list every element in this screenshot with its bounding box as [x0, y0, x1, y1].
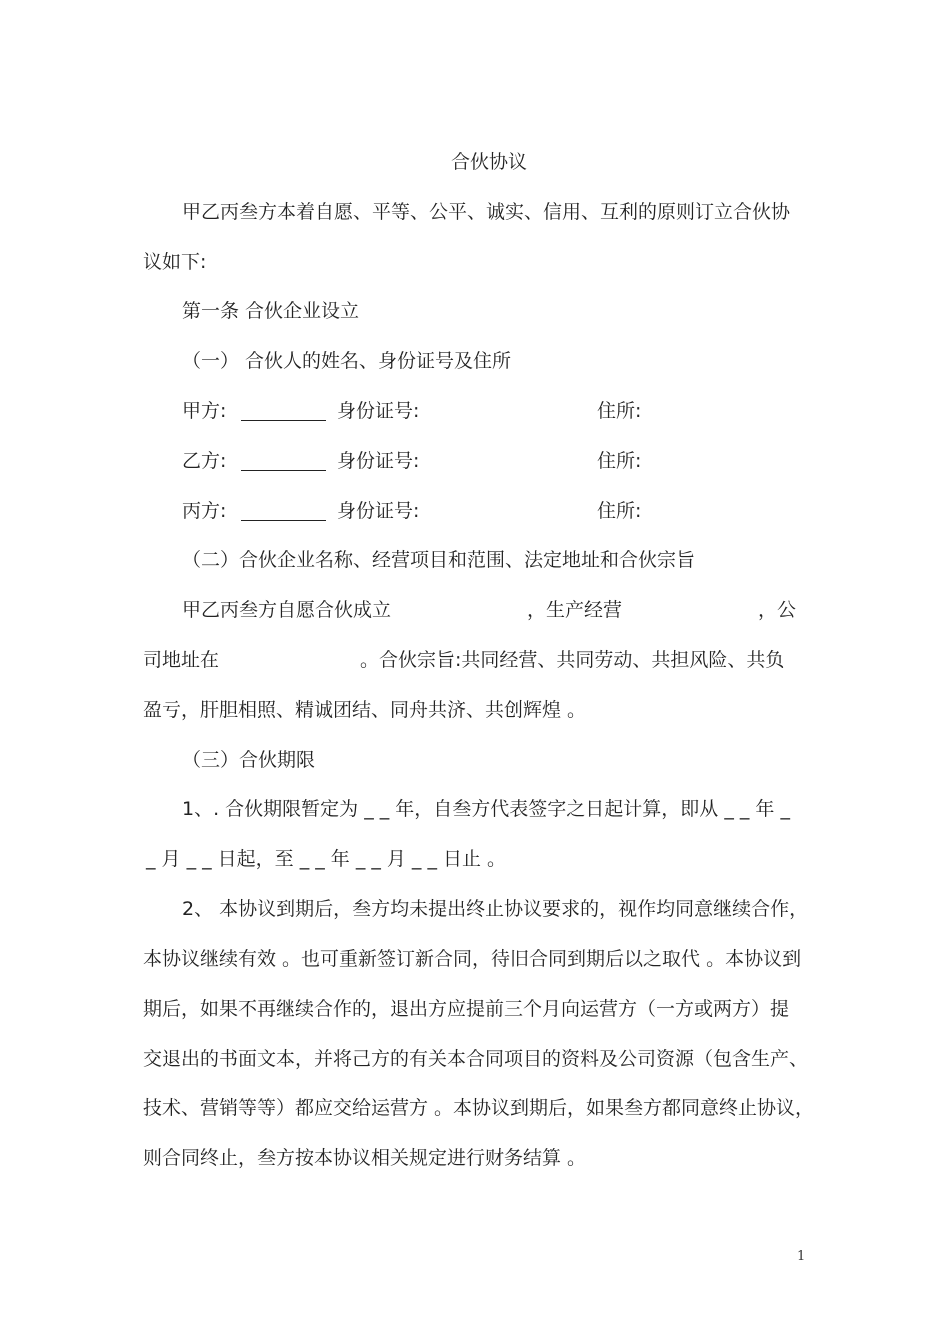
document-title: 合伙协议 [450, 151, 527, 173]
section-2-line-3: 盈亏，肝胆相照、精诚团结、同舟共济、共创辉煌 。 [143, 699, 587, 721]
section-2-heading: （二）合伙企业名称、经营项目和范围、法定地址和合伙宗旨 [182, 549, 696, 571]
partner-a-id-label: 身份证号: [337, 400, 420, 422]
partner-a-name-blank [241, 402, 326, 421]
partner-c-name-label: 丙方: [182, 500, 227, 522]
section-2-line-2b: 。合伙宗旨:共同经营、共同劳动、共担风险、共负 [360, 649, 785, 671]
term-clause-2-line-3: 期后，如果不再继续合作的，退出方应提前三个月向运营方（一方或两方）提 [143, 998, 790, 1020]
term-clause-2-line-6: 则合同终止，叁方按本协议相关规定进行财务结算 。 [143, 1147, 587, 1169]
section-2-line-1c: ，公 [758, 599, 797, 621]
section-2-line-1a: 甲乙丙叁方自愿合伙成立 [182, 599, 392, 621]
page-number: 1 [797, 1249, 806, 1264]
article-1-heading: 第一条 合伙企业设立 [182, 300, 360, 322]
term-clause-2-line-5: 技术、营销等等）都应交给运营方 。本协议到期后，如果叁方都同意终止协议， [143, 1097, 815, 1119]
section-1-heading: （一） 合伙人的姓名、身份证号及住所 [182, 350, 512, 372]
section-3-heading: （三）合伙期限 [182, 749, 316, 771]
section-2-line-1b: ，生产经营 [527, 599, 623, 621]
partner-c-address-label: 住所: [597, 500, 642, 522]
term-clause-2-line-4: 交退出的书面文本，并将己方的有关本合同项目的资料及公司资源（包含生产、 [143, 1048, 809, 1070]
partner-b-address-label: 住所: [597, 450, 642, 472]
term-clause-1-line-2: _ 月 _ _ 日起，至 _ _ 年 _ _ 月 _ _ 日止 。 [146, 848, 507, 870]
partner-c-id-label: 身份证号: [337, 500, 420, 522]
term-clause-1-line-1: 1、. 合伙期限暂定为 _ _ 年，自叁方代表签字之日起计算，即从 _ _ 年 _ [182, 798, 790, 820]
intro-line-2: 议如下: [143, 251, 207, 273]
intro-line-1: 甲乙丙叁方本着自愿、平等、公平、诚实、信用、互利的原则订立合伙协 [182, 201, 791, 223]
partner-c-name-blank [241, 502, 326, 521]
partner-a-address-label: 住所: [597, 400, 642, 422]
partner-b-name-label: 乙方: [182, 450, 227, 472]
partner-b-name-blank [241, 452, 326, 471]
section-2-line-2a: 司地址在 [143, 649, 220, 671]
partner-a-name-label: 甲方: [182, 400, 227, 422]
term-clause-2-line-2: 本协议继续有效 。也可重新签订新合同，待旧合同到期后以之取代 。本协议到 [143, 948, 802, 970]
term-clause-2-line-1: 2、 本协议到期后，叁方均未提出终止协议要求的，视作均同意继续合作， [182, 898, 809, 920]
partner-b-id-label: 身份证号: [337, 450, 420, 472]
